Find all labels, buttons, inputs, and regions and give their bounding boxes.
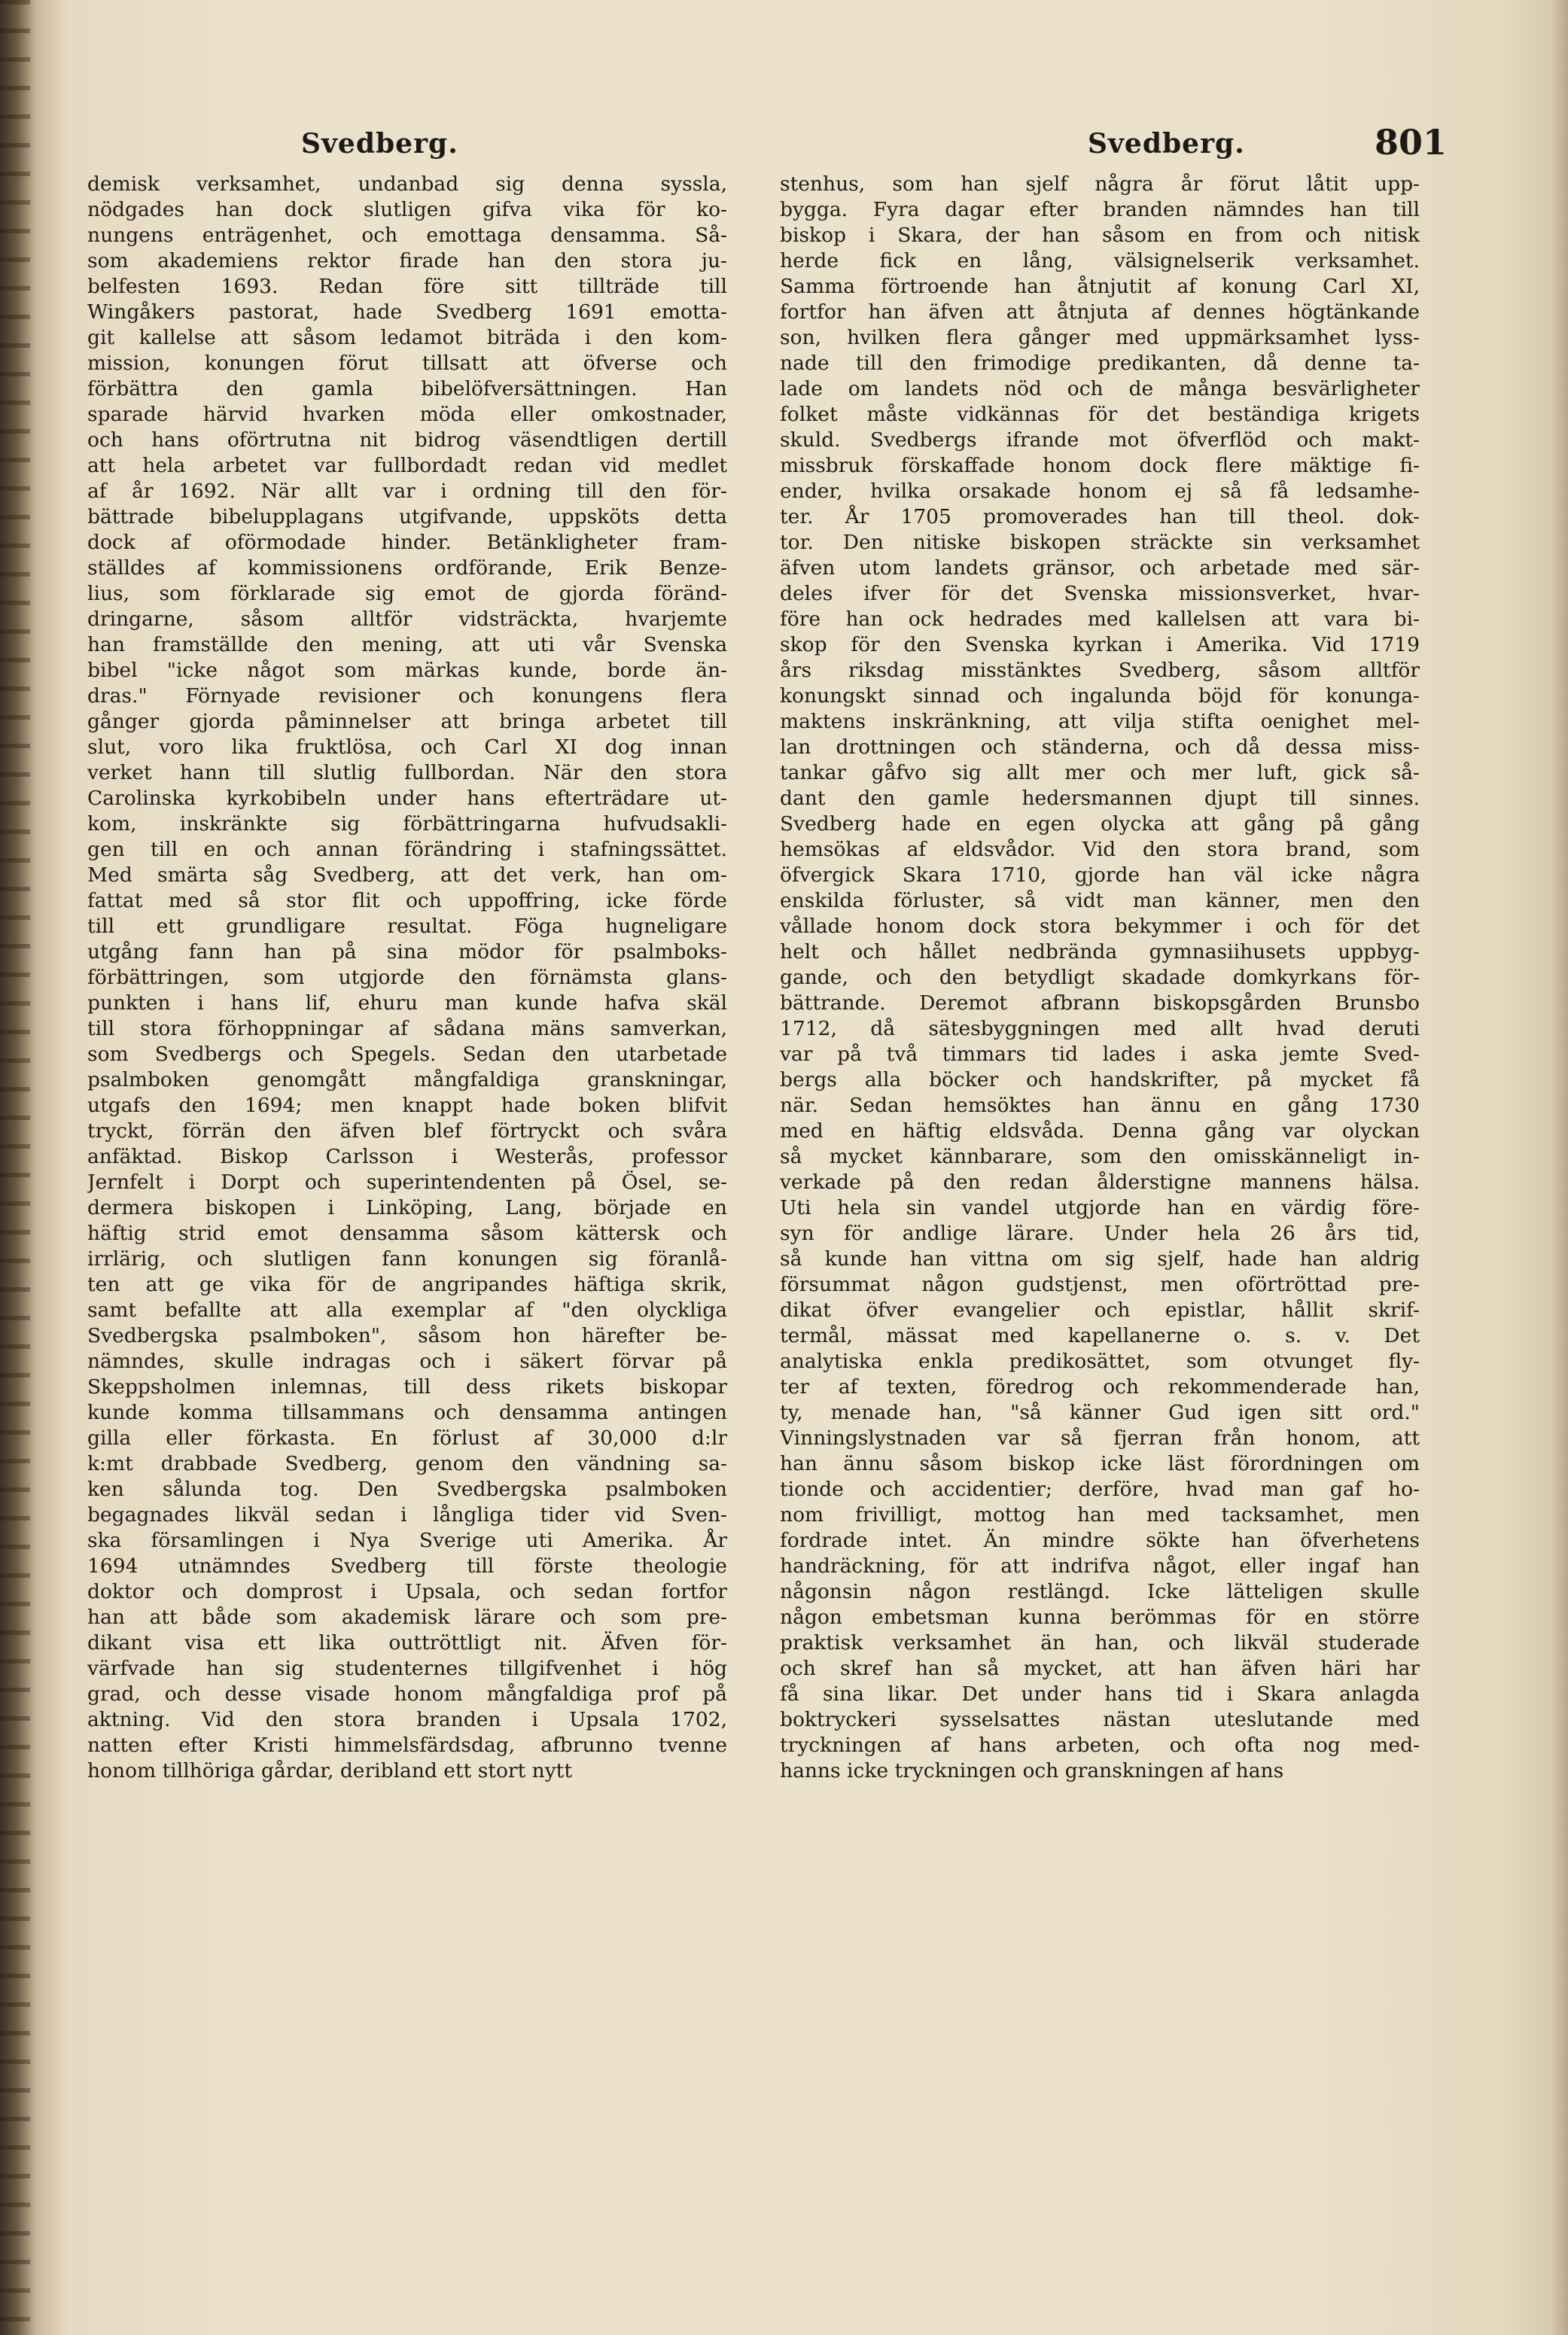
text-line: med en häftig eldsvåda. Denna gång var olyckan: [780, 1119, 1420, 1143]
text-line: bättrande. Deremot afbrann biskopsgården Brunsbo: [780, 991, 1420, 1015]
text-line: skop för den Svenska kyrkan i Amerika. Vid 1719: [780, 633, 1420, 656]
text-line: helt och hållet nedbrända gymnasiihusets uppbyg-: [780, 940, 1420, 964]
text-line: nödgades han dock slutligen gifva vika för ko-: [87, 198, 727, 221]
text-line: ty, menade han, "så känner Gud igen sitt ord.": [780, 1401, 1420, 1424]
text-line: som akademiens rektor firade han den stora ju-: [87, 249, 727, 272]
text-line: ender, hvilka orsakade honom ej så få ledsamhe-: [780, 479, 1420, 503]
text-line: Jernfelt i Dorpt och superintendenten på Ösel, se-: [87, 1171, 727, 1194]
text-line: praktisk verksamhet än han, och likväl studerade: [780, 1631, 1420, 1655]
text-line: 1712, då sätesbyggningen med allt hvad deruti: [780, 1017, 1420, 1040]
text-line: och skref han så mycket, att han äfven häri har: [780, 1657, 1420, 1680]
text-line: git kallelse att såsom ledamot biträda i den kom-: [87, 326, 727, 349]
text-line: fortfor han äfven att åtnjuta af dennes högtänkande: [780, 300, 1420, 324]
text-line: vållade honom dock stora bekymmer i och för det: [780, 915, 1420, 938]
text-line: utgafs den 1694; men knappt hade boken blifvit: [87, 1094, 727, 1117]
text-line: irrlärig, och slutligen fann konungen sig föranlå-: [87, 1247, 727, 1271]
text-line: Vinningslystnaden var så fjerran från honom, att: [780, 1426, 1420, 1450]
text-line: Skeppsholmen inlemnas, till dess rikets biskopar: [87, 1375, 727, 1399]
text-line: folket måste vidkännas för det beständiga krigets: [780, 403, 1420, 426]
text-line: nämndes, skulle indragas och i säkert förvar på: [87, 1350, 727, 1373]
text-line: att hela arbetet var fullbordadt redan vid medlet: [87, 454, 727, 477]
text-line: punkten i hans lif, ehuru man kunde hafva skäl: [87, 991, 727, 1015]
text-line: natten efter Kristi himmelsfärdsdag, afbrunno tvenne: [87, 1734, 727, 1757]
text-line: dock af oförmodade hinder. Betänkligheter fram-: [87, 531, 727, 554]
text-line: fattat med så stor flit och uppoffring, icke förde: [87, 889, 727, 912]
text-line: syn för andlige lärare. Under hela 26 års tid,: [780, 1222, 1420, 1245]
text-line: var på två timmars tid lades i aska jemte Sved-: [780, 1043, 1420, 1066]
text-line: Carolinska kyrkobibeln under hans efterträdare ut-: [87, 787, 727, 810]
text-line: före han ock hedrades med kallelsen att vara bi-: [780, 607, 1420, 631]
running-head-left: Svedberg.: [301, 128, 458, 160]
text-line: till stora förhoppningar af sådana mäns samverkan,: [87, 1017, 727, 1040]
text-line: tor. Den nitiske biskopen sträckte sin verksamhet: [780, 531, 1420, 554]
text-line: honom tillhöriga gårdar, deribland ett stort nytt: [87, 1759, 572, 1782]
text-line: Uti hela sin vandel utgjorde han en värdig före-: [780, 1196, 1420, 1219]
text-line: häftig strid emot densamma såsom kättersk och: [87, 1222, 727, 1245]
text-line: så kunde han vittna om sig sjelf, hade han aldrig: [780, 1247, 1420, 1271]
text-line: psalmboken genomgått mångfaldiga granskningar,: [87, 1068, 727, 1091]
text-line: bergs alla böcker och handskrifter, på mycket få: [780, 1068, 1420, 1091]
text-line: Svedberg hade en egen olycka att gång på gång: [780, 812, 1420, 836]
running-head-right: Svedberg.: [1088, 128, 1245, 160]
text-line: så mycket kännbarare, som den omisskänneligt in-: [780, 1145, 1420, 1168]
text-line: verket hann till slutlig fullbordan. När den stora: [87, 761, 727, 784]
text-line: tryckningen af hans arbeten, och ofta nog med-: [780, 1734, 1420, 1757]
text-line: Samma förtroende han åtnjutit af konung Carl XI,: [780, 275, 1420, 298]
text-line: nungens enträgenhet, och emottaga densamma. Så-: [87, 224, 727, 247]
text-line: missbruk förskaffade honom dock flere mäktige fi-: [780, 454, 1420, 477]
text-line: bygga. Fyra dagar efter branden nämndes han till: [780, 198, 1420, 221]
text-line: mission, konungen förut tillsatt att öfverse och: [87, 352, 727, 375]
text-line: verkade på den redan ålderstigne mannens hälsa.: [780, 1171, 1420, 1194]
text-line: när. Sedan hemsöktes han ännu en gång 1730: [780, 1094, 1420, 1117]
text-line: Svedbergska psalmboken", såsom hon härefter be-: [87, 1324, 727, 1347]
text-line: hemsökas af eldsvådor. Vid den stora brand, som: [780, 838, 1420, 861]
text-line: lan drottningen och ständerna, och då dessa miss-: [780, 735, 1420, 759]
text-line: dermera biskopen i Linköping, Lang, började en: [87, 1196, 727, 1219]
text-line: tankar gåfvo sig allt mer och mer luft, gick så-: [780, 761, 1420, 784]
text-line: bättrade bibelupplagans utgifvande, uppsköts detta: [87, 505, 727, 528]
text-column-right: [780, 172, 1420, 1784]
text-line: Wingåkers pastorat, hade Svedberg 1691 emotta-: [87, 300, 727, 324]
text-line: skuld. Svedbergs ifrande mot öfverflöd och makt-: [780, 428, 1420, 452]
page-number: 801: [1375, 122, 1448, 163]
text-line: doktor och domprost i Upsala, och sedan fortfor: [87, 1580, 727, 1603]
text-line: bibel "icke något som märkas kunde, borde än-: [87, 659, 727, 682]
text-line: anfäktad. Biskop Carlsson i Westerås, professor: [87, 1145, 727, 1168]
text-line: sparade härvid hvarken möda eller omkostnader,: [87, 403, 727, 426]
text-line: förbättra den gamla bibelöfversättningen. Han: [87, 377, 727, 400]
text-line: demisk verksamhet, undanbad sig denna syssla,: [87, 172, 727, 196]
page-header: [0, 122, 1568, 173]
text-line: gen till en och annan förändring i stafningssättet.: [87, 838, 727, 861]
text-line: lius, som förklarade sig emot de gjorda föränd-: [87, 582, 727, 605]
text-line: gånger gjorda påminnelser att bringa arbetet till: [87, 710, 727, 733]
text-line: tionde och accidentier; derföre, hvad man gaf ho-: [780, 1478, 1420, 1501]
text-line: 1694 utnämndes Svedberg till förste theologie: [87, 1554, 727, 1578]
text-line: kunde komma tillsammans och densamma antingen: [87, 1401, 727, 1424]
text-line: utgång fann han på sina mödor för psalmboks-: [87, 940, 727, 964]
text-line: herde fick en lång, välsignelserik verksamhet.: [780, 249, 1420, 272]
text-line: försummat någon gudstjenst, men oförtröttad pre-: [780, 1273, 1420, 1296]
text-line: ken sålunda tog. Den Svedbergska psalmboken: [87, 1478, 727, 1501]
text-line: hanns icke tryckningen och granskningen af hans: [780, 1759, 1284, 1782]
text-line: belfesten 1693. Redan före sitt tillträde till: [87, 275, 727, 298]
text-line: aktning. Vid den stora branden i Upsala 1702,: [87, 1708, 727, 1731]
text-line: gilla eller förkasta. En förlust af 30,000 d:lr: [87, 1426, 727, 1450]
text-line: ska församlingen i Nya Sverige uti Amerika. År: [87, 1529, 727, 1552]
text-line: af år 1692. När allt var i ordning till den för-: [87, 479, 727, 503]
text-line: enskilda förluster, så vidt man känner, men den: [780, 889, 1420, 912]
text-line: konungskt sinnad och ingalunda böjd för konunga-: [780, 684, 1420, 708]
text-line: grad, och desse visade honom mångfaldiga prof på: [87, 1682, 727, 1706]
text-line: biskop i Skara, der han såsom en from och nitisk: [780, 224, 1420, 247]
text-line: han ännu såsom biskop icke läst förordningen om: [780, 1452, 1420, 1475]
text-line: gande, och den betydligt skadade domkyrkans för-: [780, 966, 1420, 989]
text-line: förbättringen, som utgjorde den förnämsta glans-: [87, 966, 727, 989]
text-line: öfvergick Skara 1710, gjorde han väl icke några: [780, 863, 1420, 887]
text-line: son, hvilken flera gånger med uppmärksamhet lyss-: [780, 326, 1420, 349]
text-line: kom, inskränkte sig förbättringarna hufvudsakli-: [87, 812, 727, 836]
text-line: fordrade intet. Än mindre sökte han öfverhetens: [780, 1529, 1420, 1552]
text-line: begagnades likväl sedan i långliga tider vid Sven-: [87, 1503, 727, 1527]
text-line: stenhus, som han sjelf några år förut låtit upp-: [780, 172, 1420, 196]
text-line: ställdes af kommissionens ordförande, Erik Benze-: [87, 556, 727, 580]
text-line: han framställde den mening, att uti vår Svenska: [87, 633, 727, 656]
text-line: nade till den frimodige predikanten, då denne ta-: [780, 352, 1420, 375]
text-line: någon embetsman kunna berömmas för en större: [780, 1606, 1420, 1629]
text-line: och hans oförtrutna nit bidrog väsendtligen dertill: [87, 428, 727, 452]
text-line: dras." Förnyade revisioner och konungens flera: [87, 684, 727, 708]
text-line: dikat öfver evangelier och epistlar, hållit skrif-: [780, 1298, 1420, 1322]
text-line: lade om landets nöd och de många besvärligheter: [780, 377, 1420, 400]
binding-edge: [0, 0, 30, 2335]
text-line: termål, mässat med kapellanerne o. s. v. Det: [780, 1324, 1420, 1347]
text-line: Med smärta såg Svedberg, att det verk, han om-: [87, 863, 727, 887]
text-line: maktens inskränkning, att vilja stifta oenighet mel-: [780, 710, 1420, 733]
text-line: nom frivilligt, mottog han med tacksamhet, men: [780, 1503, 1420, 1527]
text-line: deles ifver för det Svenska missionsverket, hvar-: [780, 582, 1420, 605]
text-line: boktryckeri sysselsattes nästan uteslutande med: [780, 1708, 1420, 1731]
text-line: någonsin någon restlängd. Icke lätteligen skulle: [780, 1580, 1420, 1603]
text-line: ter. År 1705 promoverades han till theol. dok-: [780, 505, 1420, 528]
text-line: tryckt, förrän den äfven blef förtryckt och svåra: [87, 1119, 727, 1143]
text-line: samt befallte att alla exemplar af "den olyckliga: [87, 1298, 727, 1322]
text-line: som Svedbergs och Spegels. Sedan den utarbetade: [87, 1043, 727, 1066]
text-line: dringarne, såsom alltför vidsträckta, hvarjemte: [87, 607, 727, 631]
text-line: få sina likar. Det under hans tid i Skara anlagda: [780, 1682, 1420, 1706]
text-line: ten att ge vika för de angripandes häftiga skrik,: [87, 1273, 727, 1296]
text-line: dant den gamle hedersmannen djupt till sinnes.: [780, 787, 1420, 810]
text-line: handräckning, för att indrifva något, eller ingaf han: [780, 1554, 1420, 1578]
text-line: äfven utom landets gränsor, och arbetade med sär-: [780, 556, 1420, 580]
text-line: års riksdag misstänktes Svedberg, såsom alltför: [780, 659, 1420, 682]
text-line: ter af texten, föredrog och rekommenderade han,: [780, 1375, 1420, 1399]
text-line: till ett grundligare resultat. Föga hugneligare: [87, 915, 727, 938]
text-line: k:mt drabbade Svedberg, genom den vändning sa-: [87, 1452, 727, 1475]
text-line: dikant visa ett lika outtröttligt nit. Äfven för-: [87, 1631, 727, 1655]
text-line: slut, voro lika fruktlösa, och Carl XI dog innan: [87, 735, 727, 759]
text-line: värfvade han sig studenternes tillgifvenhet i hög: [87, 1657, 727, 1680]
text-column-left: [87, 172, 727, 1784]
text-line: han att både som akademisk lärare och som pre-: [87, 1606, 727, 1629]
text-line: analytiska enkla predikosättet, som otvunget fly-: [780, 1350, 1420, 1373]
